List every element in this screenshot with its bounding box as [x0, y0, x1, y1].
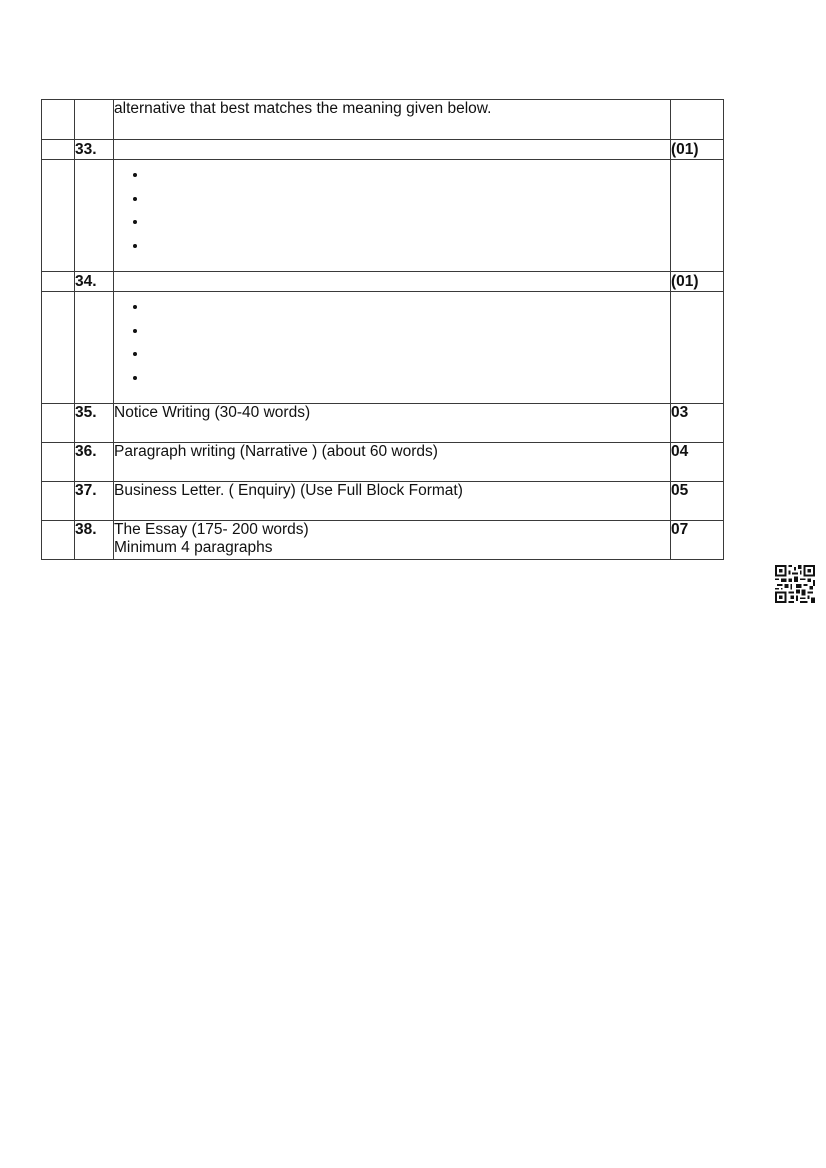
list-item	[148, 237, 670, 261]
answer-options-cell	[114, 292, 671, 404]
marks-cell: (01)	[671, 140, 724, 160]
list-item	[148, 298, 670, 322]
question-number: 34.	[75, 272, 114, 292]
question-number: 37.	[75, 482, 114, 521]
question-text: Business Letter. ( Enquiry) (Use Full Block Format)	[114, 482, 671, 521]
table-row	[42, 482, 724, 521]
questions-table	[41, 99, 724, 560]
margin-cell	[42, 521, 75, 560]
margin-cell	[42, 100, 75, 140]
list-item	[148, 369, 670, 393]
list-item	[148, 322, 670, 346]
margin-cell	[42, 140, 75, 160]
list-item	[148, 190, 670, 214]
margin-cell	[42, 443, 75, 482]
question-text-cell	[114, 521, 671, 560]
question-text: Paragraph writing (Narrative ) (about 60 words)	[114, 443, 671, 482]
number-cell	[75, 292, 114, 404]
answer-options-list	[114, 166, 670, 260]
question-text: The Essay (175- 200 words)	[114, 521, 309, 538]
question-number	[75, 100, 114, 140]
list-item	[148, 166, 670, 190]
margin-cell	[42, 160, 75, 272]
margin-cell	[42, 272, 75, 292]
table-row	[42, 521, 724, 560]
list-item	[148, 213, 670, 237]
marks-cell: 04	[671, 443, 724, 482]
qr-code-icon	[775, 565, 815, 603]
answer-options-cell	[114, 160, 671, 272]
question-number: 33.	[75, 140, 114, 160]
question-text	[114, 272, 671, 292]
marks-cell: 07	[671, 521, 724, 560]
marks-cell	[671, 292, 724, 404]
question-text: Notice Writing (30-40 words)	[114, 404, 671, 443]
marks-cell	[671, 160, 724, 272]
marks-cell	[671, 100, 724, 140]
table-row	[42, 100, 724, 140]
margin-cell	[42, 292, 75, 404]
question-number: 36.	[75, 443, 114, 482]
table-row	[42, 443, 724, 482]
margin-cell	[42, 404, 75, 443]
table-row	[42, 140, 724, 160]
list-item	[148, 345, 670, 369]
margin-cell	[42, 482, 75, 521]
question-number: 38.	[75, 521, 114, 560]
question-text: alternative that best matches the meaning given below.	[114, 100, 671, 140]
marks-cell: (01)	[671, 272, 724, 292]
question-text	[114, 140, 671, 160]
number-cell	[75, 160, 114, 272]
marks-cell: 05	[671, 482, 724, 521]
table-row	[42, 160, 724, 272]
marks-cell: 03	[671, 404, 724, 443]
table-row	[42, 272, 724, 292]
table-row	[42, 292, 724, 404]
question-subtext: Minimum 4 paragraphs	[114, 539, 273, 556]
question-number: 35.	[75, 404, 114, 443]
table-row	[42, 404, 724, 443]
answer-options-list	[114, 298, 670, 392]
